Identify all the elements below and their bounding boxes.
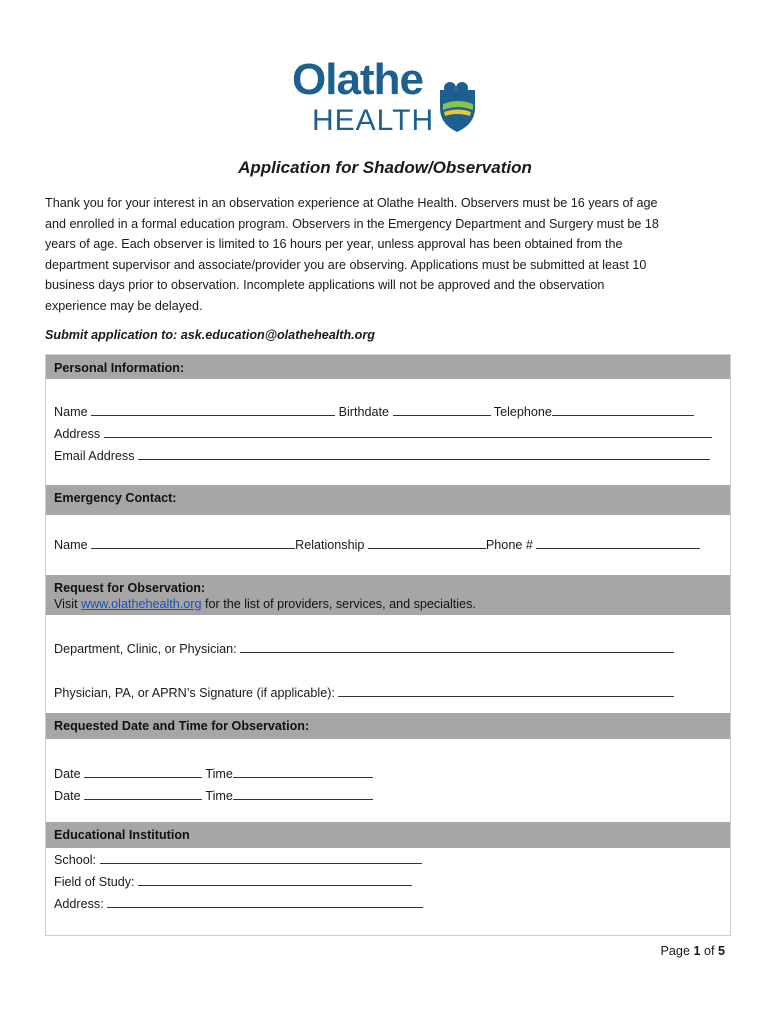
department-label: Department, Clinic, or Physician:	[54, 642, 237, 656]
telephone-label: Telephone	[493, 405, 552, 419]
school-field[interactable]	[100, 850, 422, 864]
section-header-request	[46, 575, 730, 615]
request-header-label: Request for Observation:	[54, 581, 206, 595]
signature-label: Physician, PA, or APRN’s Signature (if applicable):	[54, 686, 335, 700]
date-label: Date	[54, 789, 81, 803]
date-time-row-1	[54, 764, 373, 782]
section-header-datetime: Requested Date and Time for Observation:	[46, 713, 730, 739]
field-of-study-field[interactable]	[138, 872, 412, 886]
department-field[interactable]	[240, 639, 674, 653]
signature-field[interactable]	[338, 683, 674, 697]
visit-prefix: Visit	[54, 597, 78, 611]
date-field-1[interactable]	[84, 764, 202, 778]
page-total: 5	[717, 944, 725, 958]
section-header-personal: Personal Information:	[46, 355, 730, 379]
logo-text-olathe: Olathe	[292, 55, 423, 104]
birthdate-field[interactable]	[393, 402, 491, 416]
relationship-field[interactable]	[368, 535, 486, 549]
personal-row-1	[54, 402, 694, 420]
section-header-emergency: Emergency Contact:	[46, 485, 730, 515]
page-number	[661, 944, 725, 958]
logo-text-health: HEALTH	[312, 104, 435, 134]
time-label: Time	[205, 789, 233, 803]
school-address-field[interactable]	[107, 894, 423, 908]
time-field-1[interactable]	[233, 764, 373, 778]
section-header-education: Educational Institution	[46, 822, 730, 848]
visit-line	[54, 597, 722, 611]
website-link[interactable]: www.olathehealth.org	[81, 597, 202, 611]
date-time-row-2	[54, 786, 373, 804]
signature-row	[54, 683, 674, 701]
intro-line: Thank you for your interest in an observation experience at Olathe Health. Observers must be 16 years of age	[45, 196, 658, 210]
email-label: Email Address	[54, 449, 135, 463]
birthdate-label: Birthdate	[338, 405, 389, 419]
shield-icon	[440, 82, 475, 132]
intro-line: department supervisor and associate/provider you are observing. Applications must be submitted at least 10	[45, 257, 647, 272]
phone-field[interactable]	[536, 535, 700, 549]
intro-line: experience may be delayed.	[45, 298, 203, 313]
submit-instruction: Submit application to: ask.education@olathehealth.org	[45, 328, 375, 342]
emergency-name-label: Name	[54, 538, 88, 552]
field-of-study-label: Field of Study:	[54, 875, 135, 889]
page-prefix: Page	[660, 944, 690, 958]
relationship-label: Relationship	[295, 538, 365, 552]
school-row	[54, 850, 422, 868]
school-address-row	[54, 894, 423, 912]
visit-suffix: for the list of providers, services, and specialties.	[205, 597, 476, 611]
logo-graphic	[290, 52, 480, 134]
personal-row-2	[54, 424, 712, 442]
email-field[interactable]	[138, 446, 710, 460]
date-label: Date	[54, 767, 81, 781]
name-field[interactable]	[91, 402, 335, 416]
school-address-label: Address:	[54, 897, 104, 911]
school-label: School:	[54, 853, 97, 867]
phone-label: Phone #	[485, 538, 533, 552]
time-label: Time	[205, 767, 233, 781]
date-field-2[interactable]	[84, 786, 202, 800]
intro-line: and enrolled in a formal education program. Observers in the Emergency Department and Surgery must be 18	[45, 216, 659, 231]
name-label: Name	[54, 405, 88, 419]
department-row	[54, 639, 674, 657]
field-of-study-row	[54, 872, 412, 890]
intro-line: business days prior to observation. Incomplete applications will not be approved and the observation	[45, 278, 605, 293]
intro-paragraph	[45, 193, 735, 317]
emergency-row	[54, 535, 700, 553]
personal-row-3	[54, 446, 710, 464]
intro-line: years of age. Each observer is limited to 16 hours per year, unless approval has been obtained from the	[45, 237, 623, 252]
time-field-2[interactable]	[233, 786, 373, 800]
address-label: Address	[54, 427, 101, 441]
olathe-health-logo	[290, 52, 480, 134]
telephone-field[interactable]	[552, 402, 694, 416]
page-of: of	[703, 944, 715, 958]
page-current: 1	[693, 944, 701, 958]
page-title: Application for Shadow/Observation	[238, 158, 532, 177]
application-form	[45, 354, 731, 936]
address-field[interactable]	[104, 424, 712, 438]
emergency-name-field[interactable]	[91, 535, 295, 549]
